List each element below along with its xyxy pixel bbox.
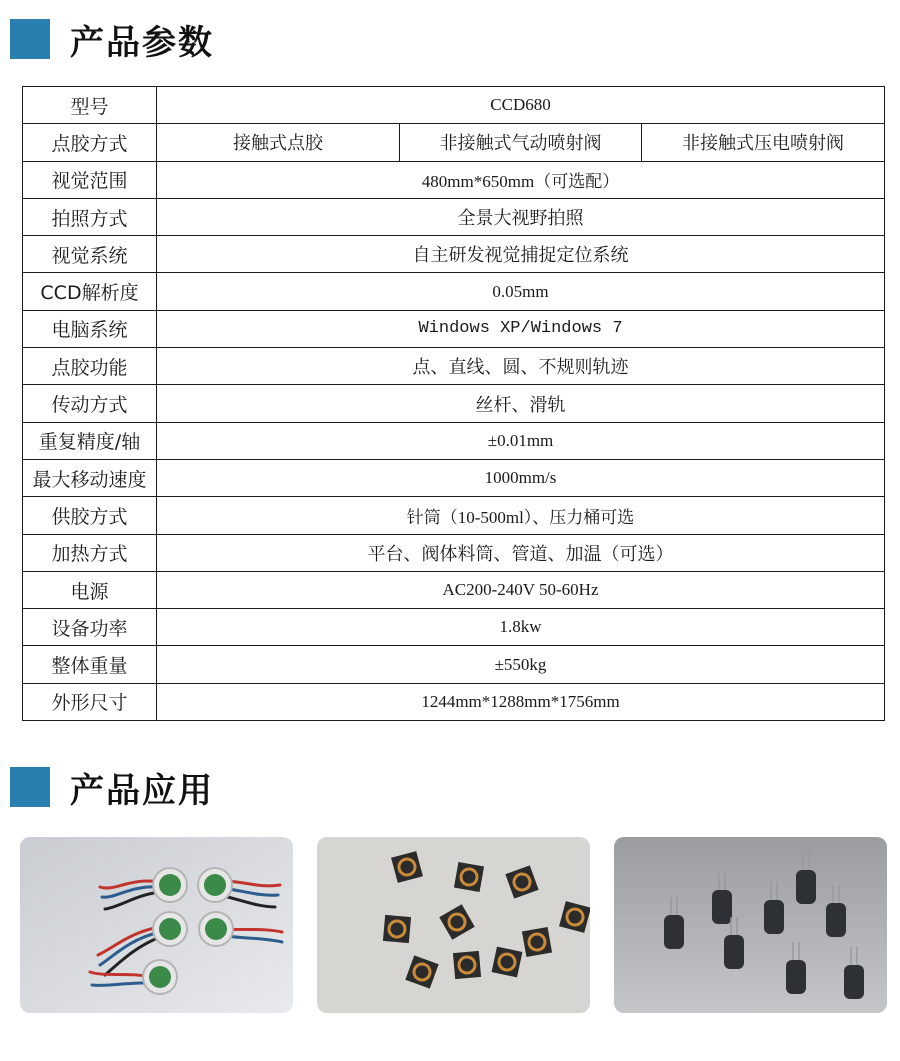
application-photo-coils: [317, 837, 590, 1013]
inductors-image: [614, 837, 887, 1013]
param-label: 整体重量: [23, 646, 157, 683]
section-title: 产品参数: [70, 22, 214, 63]
section-marker-square: [10, 19, 50, 59]
param-label: 点胶方式: [23, 124, 157, 161]
table-row: [23, 422, 885, 459]
table-row: [23, 534, 885, 571]
application-photo-microphones: [20, 837, 293, 1013]
table-row: [23, 348, 885, 385]
param-value: Windows XP/Windows 7: [157, 310, 885, 347]
param-label: 视觉系统: [23, 236, 157, 273]
param-value: ±550kg: [157, 646, 885, 683]
param-value: 0.05mm: [157, 273, 885, 310]
param-value: 1.8kw: [157, 609, 885, 646]
param-value: 1244mm*1288mm*1756mm: [157, 683, 885, 720]
param-value: AC200-240V 50-60Hz: [157, 571, 885, 608]
param-label: 最大移动速度: [23, 459, 157, 496]
table-row: [23, 683, 885, 720]
param-label: 加热方式: [23, 534, 157, 571]
param-label: 传动方式: [23, 385, 157, 422]
param-value: ±0.01mm: [157, 422, 885, 459]
param-value: 自主研发视觉捕捉定位系统: [157, 236, 885, 273]
table-row: [23, 198, 885, 235]
table-row: [23, 646, 885, 683]
table-row: [23, 459, 885, 496]
param-value: 非接触式压电喷射阀: [642, 124, 885, 161]
param-value: 点、直线、圆、不规则轨迹: [157, 348, 885, 385]
param-value: 全景大视野拍照: [157, 198, 885, 235]
param-label: 电源: [23, 571, 157, 608]
application-photo-inductors: [614, 837, 887, 1013]
table-row: [23, 497, 885, 534]
param-value: 针筒（10-500ml）、压力桶可选: [157, 497, 885, 534]
param-value: 接触式点胶: [157, 124, 400, 161]
param-value: 丝杆、滑轨: [157, 385, 885, 422]
table-row: [23, 571, 885, 608]
params-table: [22, 86, 885, 721]
section-marker-square: [10, 767, 50, 807]
param-label: 供胶方式: [23, 497, 157, 534]
table-row: [23, 236, 885, 273]
param-label: 视觉范围: [23, 161, 157, 198]
application-photos: [20, 837, 888, 1013]
table-row: [23, 385, 885, 422]
table-row: [23, 310, 885, 347]
section-title: 产品应用: [70, 770, 214, 811]
param-value: 非接触式气动喷射阀: [400, 124, 642, 161]
microphone-modules-image: [20, 837, 293, 1013]
param-label: 设备功率: [23, 609, 157, 646]
param-label: 外形尺寸: [23, 683, 157, 720]
param-value: 480mm*650mm（可选配）: [157, 161, 885, 198]
param-label: 拍照方式: [23, 198, 157, 235]
param-label: 点胶功能: [23, 348, 157, 385]
param-label: 重复精度/轴: [23, 422, 157, 459]
section-header-params: [10, 14, 214, 64]
table-row: [23, 609, 885, 646]
param-label: CCD解析度: [23, 273, 157, 310]
param-value: 1000mm/s: [157, 459, 885, 496]
table-row: [23, 161, 885, 198]
param-label: 型号: [23, 87, 157, 124]
param-value: CCD680: [157, 87, 885, 124]
table-row: [23, 273, 885, 310]
param-label: 电脑系统: [23, 310, 157, 347]
table-row: [23, 87, 885, 124]
section-header-apps: [10, 762, 214, 812]
table-row: [23, 124, 885, 161]
smd-coils-image: [317, 837, 590, 1013]
param-value: 平台、阀体料筒、管道、加温（可选）: [157, 534, 885, 571]
